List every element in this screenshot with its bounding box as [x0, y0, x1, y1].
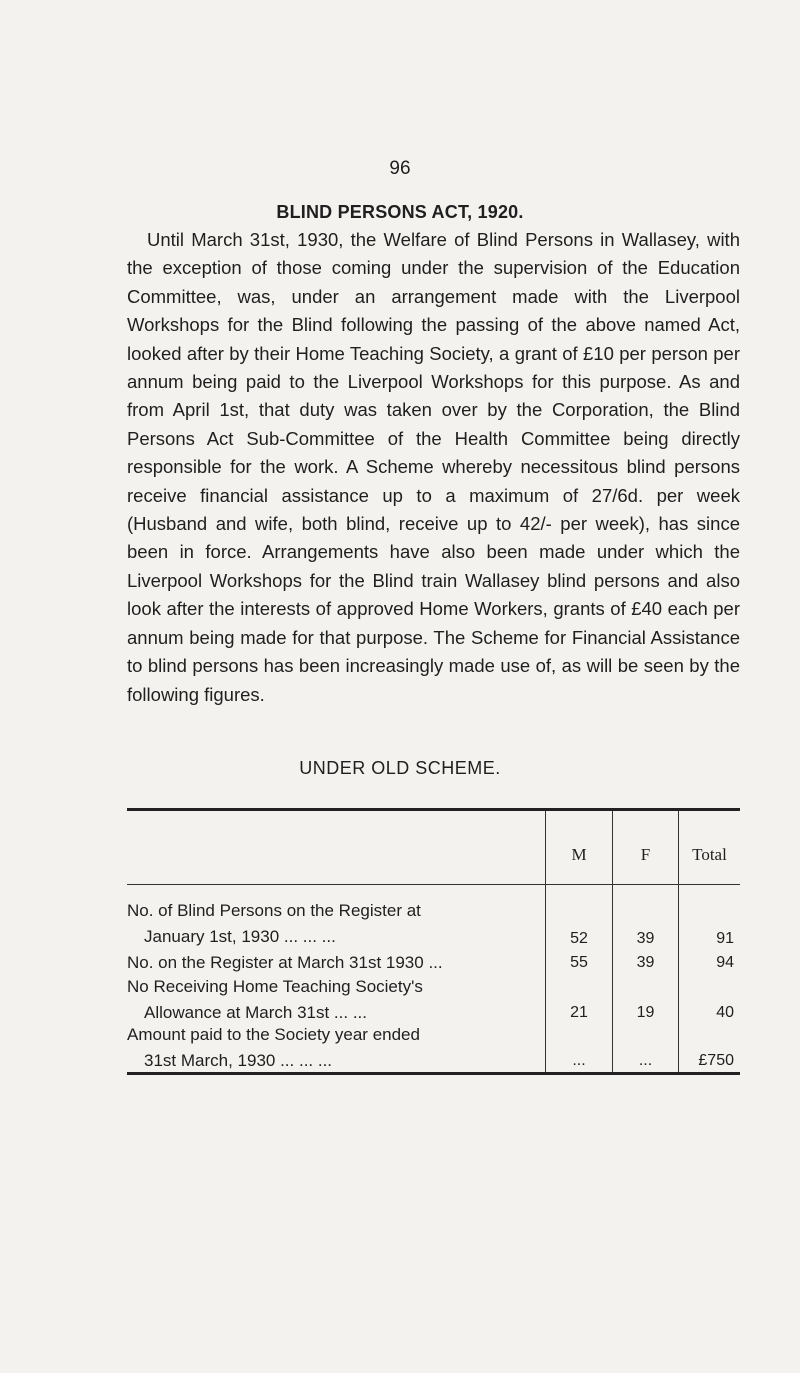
row-label-line1: Amount paid to the Society year ended	[127, 1025, 420, 1044]
cell-total: 91	[716, 930, 734, 947]
cell-f: ...	[638, 1052, 653, 1069]
header-underline-f	[613, 884, 678, 885]
page-number: 96	[389, 158, 411, 179]
row-label-line1: No. on the Register at March 31st 1930 ...	[127, 953, 443, 972]
row-label-line2: January 1st, 1930 ... ... ...	[144, 927, 336, 946]
cell-total: £750	[698, 1052, 734, 1069]
column-header-total: Total	[692, 845, 727, 864]
row-label-line1: No. of Blind Persons on the Register at	[127, 901, 421, 920]
table-row-label	[127, 974, 542, 1026]
cell-f: 19	[636, 1004, 655, 1021]
cell-m: 52	[570, 930, 588, 947]
cell-f: 39	[636, 954, 655, 971]
section-heading: BLIND PERSONS ACT, 1920.	[276, 202, 524, 222]
row-label-line2: 31st March, 1930 ... ... ...	[144, 1051, 333, 1070]
cell-f: 39	[636, 930, 655, 947]
row-label-line2: Allowance at March 31st ... ...	[144, 1003, 367, 1022]
table-row-label	[127, 898, 542, 950]
cell-m: ...	[572, 1052, 586, 1069]
body-paragraph: Until March 31st, 1930, the Welfare of Blind Persons in Wallasey, with the exception of those coming under the supervision of the Education Committee, was, under an arrangement made with the Liverpool Workshops for the Blind following the passing of the above named Act, looked after by their Home Teaching Society, a grant of £10 per person per annum being paid to the Liverpool Workshops for this purpose. As and from April 1st, that duty was taken over by the Corporation, the Blind Persons Act Sub-Committee of the Health Committee being directly responsible for the work. A Scheme whereby necessitous blind persons receive financial assistance up to a maximum of 27/6d. per week (Husband and wife, both blind, receive up to 42/- per week), has since been in force. Arrangements have also been made under which the Liverpool Workshops for the Blind train Wallasey blind persons and also look after the interests of approved Home Workers, grants of £40 each per annum being made for that purpose. The Scheme for Financial Assistance to blind persons has been increasingly made use of, as will be seen by the following figures.	[127, 229, 740, 705]
column-header-m: M	[571, 845, 587, 864]
table-row-label	[127, 1022, 542, 1074]
table-row-label	[127, 950, 542, 976]
table-title: UNDER OLD SCHEME.	[299, 758, 501, 778]
cell-total: 94	[716, 954, 734, 971]
cell-m: 21	[570, 1004, 588, 1021]
cell-total: 40	[716, 1004, 734, 1021]
header-underline-label	[127, 884, 545, 885]
row-label-line1: No Receiving Home Teaching Society's	[127, 977, 423, 996]
table-top-rule	[127, 808, 740, 811]
column-header-f: F	[640, 845, 651, 864]
cell-m: 55	[570, 954, 588, 971]
header-underline-total	[679, 884, 740, 885]
header-underline-m	[546, 884, 612, 885]
